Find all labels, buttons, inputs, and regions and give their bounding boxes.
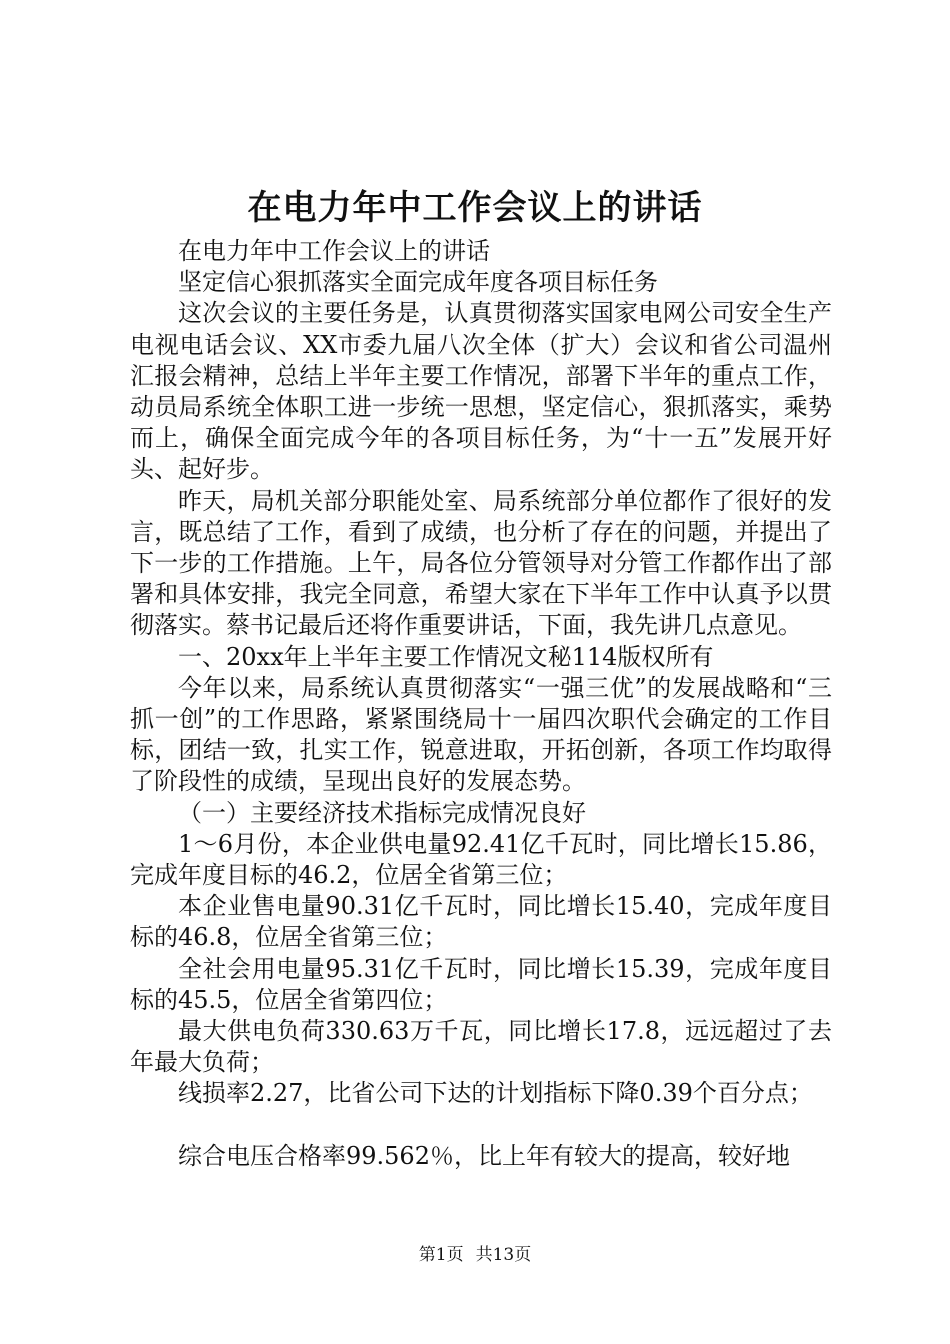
- paragraph-theme: 坚定信心狠抓落实全面完成年度各项目标任务: [178, 268, 658, 297]
- paragraph-max-load: 最大供电负荷330.63万千瓦，同比增长17.8，远远超过了去年最大负荷；: [130, 1017, 832, 1077]
- paragraph-sales: 本企业售电量90.31亿千瓦时，同比增长15.40，完成年度目标的46.8，位居全省第三位；: [130, 892, 832, 952]
- document-title: 在电力年中工作会议上的讲话: [247, 188, 703, 228]
- paragraph-voltage: 综合电压合格率99.562％，比上年有较大的提高，较好地: [178, 1141, 790, 1170]
- paragraph-society-usage: 全社会用电量95.31亿千瓦时，同比增长15.39，完成年度目标的45.5，位居全省第四位；: [130, 954, 832, 1014]
- paragraph-meeting-tasks: 这次会议的主要任务是，认真贯彻落实国家电网公司安全生产电视电话会议、XX市委九届八次全体（扩大）会议和省公司温州汇报会精神，总结上半年主要工作情况，部署下半年的重点工作，动员局系统全体职工进一步统一思想，坚定信心，狠抓落实，乘势而上，确保全面完成今年的各项目标任务，为“十一五”发展开好头、起好步。: [130, 299, 832, 484]
- paragraph-line-loss: 线损率2.27，比省公司下达的计划指标下降0.39个百分点；: [178, 1079, 813, 1108]
- section-heading-1: 一、20xx年上半年主要工作情况文秘114版权所有: [178, 642, 714, 671]
- paragraph-since-this-year: 今年以来，局系统认真贯彻落实“一强三优”的发展战略和“三抓一创”的工作思路，紧紧围绕局十一届四次职代会确定的工作目标，团结一致，扎实工作，锐意进取，开拓创新，各项工作均取得了阶段性的成绩，呈现出良好的发展态势。: [130, 673, 832, 796]
- page-footer: [0, 1244, 950, 1266]
- paragraph-yesterday: 昨天，局机关部分职能处室、局系统部分单位都作了很好的发言，既总结了工作，看到了成绩，也分析了存在的问题，并提出了下一步的工作措施。上午，局各位分管领导对分管工作都作出了部署和具体安排，我完全同意，希望大家在下半年工作中认真予以贯彻落实。蔡书记最后还将作重要讲话，下面，我先讲几点意见。: [130, 486, 832, 640]
- page-number: 第1页: [418, 1245, 464, 1265]
- paragraph-subtitle: 在电力年中工作会议上的讲话: [178, 237, 490, 265]
- document-body: [130, 236, 832, 1172]
- paragraph-supply: 1～6月份，本企业供电量92.41亿千瓦时，同比增长15.86，完成年度目标的46.2，位居全省第三位；: [130, 829, 832, 890]
- page-total: 共13页: [475, 1245, 532, 1265]
- subsection-heading-1: （一）主要经济技术指标完成情况良好: [178, 798, 586, 827]
